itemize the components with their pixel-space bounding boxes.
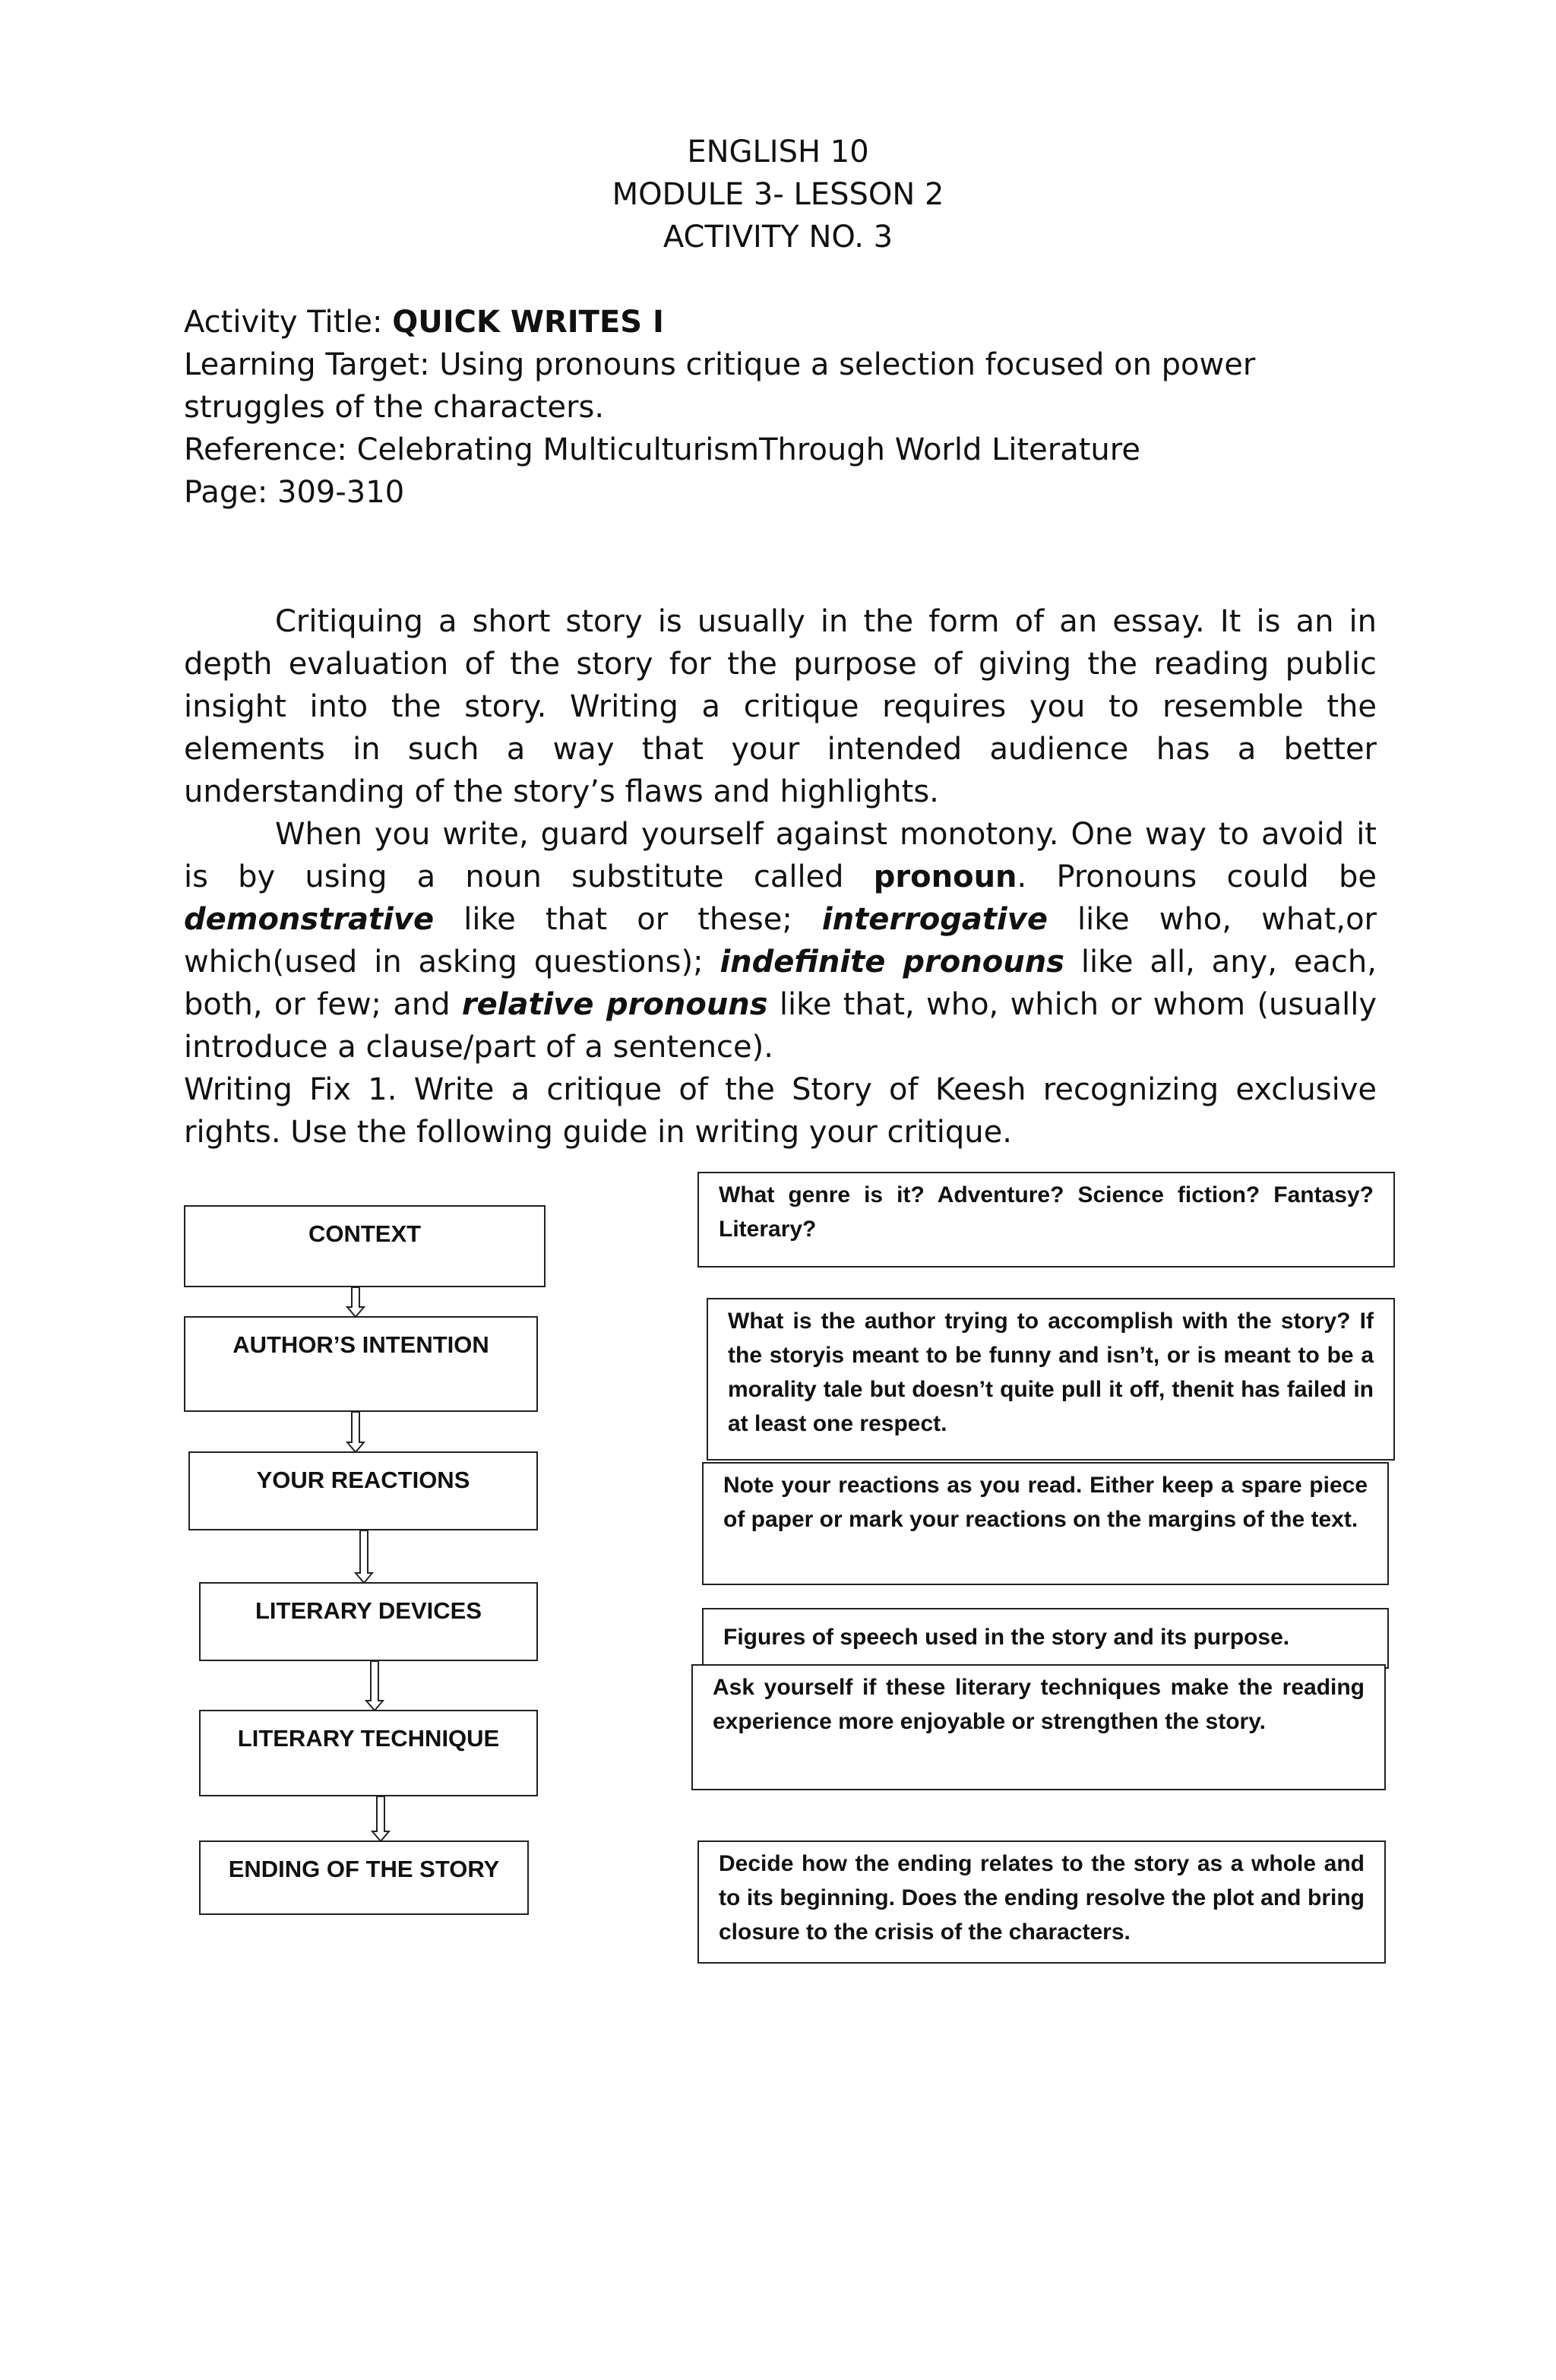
down-arrow-icon: [365, 1661, 384, 1711]
flow-box-authors-intention: AUTHOR’S INTENTION: [184, 1316, 538, 1412]
term-relative: relative pronouns: [461, 987, 768, 1022]
pronoun-text-1: When you write, guard yourself against monotony. One way to avoid it is by using a noun substitute called: [184, 817, 1377, 894]
flow-box-literary-devices: LITERARY DEVICES: [199, 1582, 538, 1661]
learning-target: Learning Target: Using pronouns critique a selection focused on power struggles of the characters.: [184, 347, 1256, 425]
term-indefinite: indefinite pronouns: [719, 945, 1064, 980]
flow-box-context: CONTEXT: [184, 1205, 546, 1287]
pronoun-text-6: like that, who, which or whom (usually introduce a clause/part of a sentence).: [184, 987, 1377, 1065]
term-pronoun: pronoun: [873, 859, 1017, 894]
activity-meta: [184, 301, 1384, 514]
guide-box-authors-intention: What is the author trying to accomplish with the story? If the storyis meant to be funny and isn’t, or is meant to be a morality tale but doesn’t quite pull it off, thenit has failed in at least one respect.: [707, 1298, 1395, 1461]
course-title: ENGLISH 10: [687, 135, 869, 169]
down-arrow-icon: [346, 1287, 365, 1318]
activity-title: [184, 301, 1384, 343]
pronoun-text-4: like who, what,or which(used in asking questions);: [184, 902, 1377, 980]
pronoun-text-3: like that or these;: [434, 902, 822, 937]
activity-title-label: Activity Title:: [184, 305, 393, 340]
activity-number: ACTIVITY NO. 3: [663, 220, 893, 255]
pronoun-text-2: . Pronouns could be: [1017, 859, 1377, 894]
guide-box-ending: Decide how the ending relates to the story as a whole and to its beginning. Does the ending resolve the plot and bring closure to the crisis of the characters.: [697, 1840, 1386, 1964]
flow-box-ending: ENDING OF THE STORY: [199, 1840, 529, 1915]
guide-box-context: What genre is it? Adventure? Science fiction? Fantasy? Literary?: [697, 1172, 1395, 1268]
intro-paragraph: [184, 600, 1377, 813]
guide-box-your-reactions: Note your reactions as you read. Either keep a spare piece of paper or mark your reactions on the margins of the text.: [702, 1462, 1389, 1585]
writing-fix-instructions: Writing Fix 1. Write a critique of the Story of Keesh recognizing exclusive rights. Use the following guide in writing your critique.: [184, 1072, 1377, 1150]
flow-box-literary-technique: LITERARY TECHNIQUE: [199, 1710, 538, 1796]
term-demonstrative: demonstrative: [184, 902, 435, 937]
pronoun-text-5: like all, any, each, both, or few; and: [184, 945, 1377, 1022]
term-interrogative: interrogative: [821, 902, 1048, 937]
flow-box-your-reactions: YOUR REACTIONS: [188, 1451, 538, 1530]
activity-title-value: QUICK WRITES I: [392, 305, 664, 340]
down-arrow-icon: [354, 1530, 374, 1584]
down-arrow-icon: [371, 1796, 391, 1842]
document-header: [0, 131, 1556, 258]
reference: Reference: Celebrating MulticulturismThrough World Literature: [184, 432, 1140, 467]
intro-text: Critiquing a short story is usually in the form of an essay. It is an in depth evaluation of the story for the purpose of giving the reading public insight into the story. Writing a critique requires you to resemble the elements in such a way that your intended audience has a better understanding of the story’s flaws and highlights.: [184, 604, 1377, 809]
pronoun-paragraph: [184, 813, 1377, 1068]
down-arrow-icon: [346, 1412, 365, 1453]
module-lesson: MODULE 3- LESSON 2: [612, 177, 944, 212]
guide-box-literary-devices: Figures of speech used in the story and its purpose.: [702, 1608, 1389, 1669]
guide-box-literary-technique: Ask yourself if these literary techniques make the reading experience more enjoyable or strengthen the story.: [691, 1664, 1386, 1790]
page-range: Page: 309-310: [184, 475, 405, 510]
